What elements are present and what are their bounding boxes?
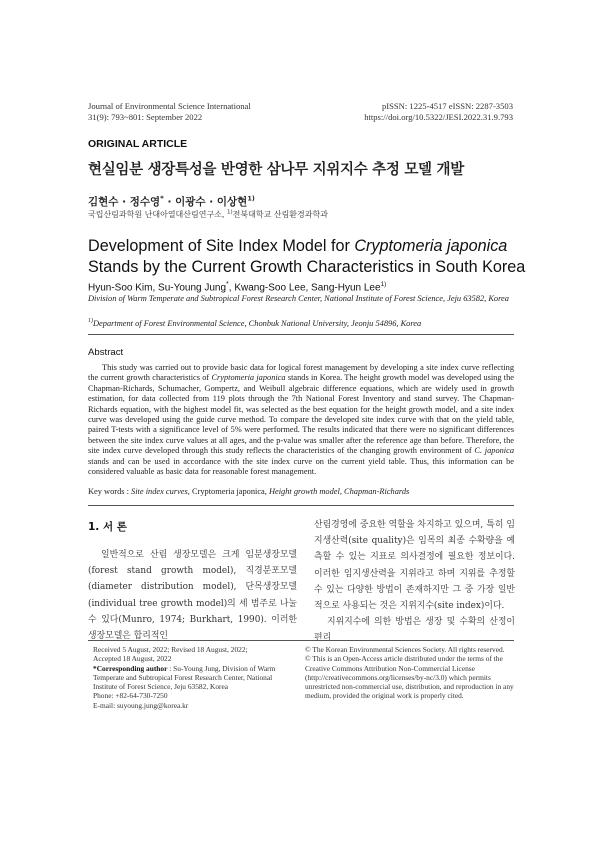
license: © This is an Open-Access article distributed under the terms of the Creative Commons Attribution Non-Commercial License (http://creativecommons.org/licenses/by-nc/3.0) which permits unrestricted non-commercial use, distribution, and reproduction in any medium, provided the original work is properly cited. — [305, 654, 514, 701]
copyright: © The Korean Environmental Sciences Society. All rights reserved. — [305, 645, 505, 654]
intro-right-column — [314, 517, 515, 647]
phone: Phone: +82-64-730-7250 — [93, 691, 168, 701]
affiliation-english-1: Division of Warm Temperate and Subtropical Forest Research Center, National Institute of Forest Science, Jeju 63582, Korea — [88, 294, 509, 303]
journal-name: Journal of Environmental Science International — [88, 101, 251, 111]
authors-en-sup: 1) — [380, 281, 387, 288]
footnote-right — [305, 645, 515, 701]
keyword-1: Site index curves — [131, 487, 188, 496]
title-en-part1: Development of Site Index Model for — [88, 237, 355, 255]
authors-en-first: Hyun-Soo Kim, Su-Young Jung — [88, 282, 227, 294]
title-korean: 현실임분 생장특성을 반영한 삼나무 지위지수 추정 모델 개발 — [88, 162, 464, 178]
email[interactable]: E-mail: suyoung.jung@korea.kr — [93, 700, 189, 710]
abstract-text — [88, 363, 514, 477]
article-type: ORIGINAL ARTICLE — [88, 138, 188, 150]
keywords-label: Key words : — [88, 487, 132, 496]
corresponding-label: *Corresponding author — [93, 663, 168, 673]
aff-ko-rest: 전북대학교 산림환경과학과 — [232, 210, 328, 219]
affiliation-korean — [88, 209, 328, 220]
corresponding-author — [93, 664, 293, 692]
divider-mid — [88, 505, 514, 506]
issn: pISSN: 1225-4517 eISSN: 2287-3503 — [381, 101, 513, 111]
abstract-part2: stands in Korea. The height growth model was developed using the Chapman-Richards, Schumacher, Gompertz, and Weibull algebraic difference equations, which are widely used in growth estimation, for data collected from 119 plots through the 7th National Forest Inventory and stand survey. The Chapman-Richards equation, with the highest model fit, was selected as the best equation for the height growth model, and a site index curve was developed using the guide curve method. To compare the developed site index curve with that on the yield table, paired T-tests with a significance level of 5% were performed. The results indicated that there were no significant differences between the site index curve values at all ages, and the p-value was smaller after the reference age than before. Therefore, the site index curve developed through this study reflects the characteristics of the changing growth environment of — [88, 373, 514, 456]
aff-en-2-sup: 1) — [88, 318, 93, 324]
title-en-species: Cryptomeria japonica — [354, 237, 508, 255]
intro-left-column: 일반적으로 산림 생장모델은 크게 임분생장모델(forest stand growth model), 직경분포모델(diameter distribution model), 단목생장모델(individual tree growth model)의 세 범주로 나눌 수 있다(Munro, 1974; Burkhart, 1990). 이러한 생장모델은 합리적인 — [88, 550, 297, 642]
aff-en-2-text: Department of Forest Environmental Science, Chonbuk National University, Jeonju 54896, Korea — [93, 318, 422, 328]
aff-ko-first: 국립산림과학원 난대아열대산림연구소, — [88, 210, 228, 219]
corresponding-mark-ko: * — [160, 194, 164, 203]
keyword-3: Height growth model — [268, 487, 340, 496]
journal-volume: 31(9): 793~801: September 2022 — [88, 112, 203, 122]
divider-top — [88, 334, 514, 335]
title-en-part2: Stands by the Current Growth Characteristics in South Korea — [88, 258, 526, 276]
abstract-species-2: C. japonica — [474, 446, 514, 456]
keyword-5: Chapman-Richards — [344, 487, 410, 496]
accepted-date: Accepted 18 August, 2022 — [93, 654, 172, 664]
section-heading-intro: 1. 서 론 — [88, 521, 127, 533]
authors-ko-rest: · 이광수 · 이상현 — [163, 196, 248, 208]
corresponding-mark-en: * — [226, 281, 229, 288]
aff-ko-sup: 1) — [227, 209, 233, 216]
authors-ko-first: 김현수 · 정수영 — [88, 196, 161, 208]
divider-footer — [88, 640, 514, 641]
title-english — [88, 236, 528, 278]
abstract-part1: This study was carried out to provide basic data for logical forest management by developing a site index curve reflecting the current growth characteristics of — [88, 363, 514, 383]
journal-ids — [364, 101, 513, 123]
journal-header — [88, 101, 251, 123]
intro-right-para-1: 산림경영에 중요한 역할을 차지하고 있으며, 특히 임지생산력(site quality)은 임목의 최종 수확량을 예측할 수 있는 지표로 의사결정에 필요한 정보이다. 이러한 임지생산력을 지위라고 하며 지위를 추정할 수 있는 다양한 방법이 존재하지만 그 중 가장 일반적으로 사용되는 것은 지위지수(site index)이다. — [314, 520, 515, 612]
intro-right-para-2: 지위지수에 의한 방법은 생장 및 수확의 산정이 편리 — [314, 617, 515, 644]
authors-korean — [88, 194, 255, 209]
doi-link[interactable]: https://doi.org/10.5322/JESI.2022.31.9.793 — [364, 112, 513, 122]
abstract-part3: stands and can be used in accordance with the site index curve on the current yield table. Thus, this information can be considered valuable as basic data for reasonable forest management. — [88, 456, 514, 477]
authors-ko-sup: 1) — [247, 194, 255, 203]
abstract-heading: Abstract — [88, 347, 124, 358]
abstract-species-1: Cryptomeria japonica — [211, 373, 286, 383]
authors-en-rest: , Kwang-Soo Lee, Sang-Hyun Lee — [228, 282, 381, 294]
keywords — [88, 487, 514, 496]
affiliation-english-2 — [88, 316, 528, 329]
keyword-sep-2: , — [339, 487, 345, 496]
footnote-left — [93, 645, 293, 710]
received-dates: Received 5 August, 2022; Revised 18 August, 2022; — [93, 645, 248, 654]
keyword-sep-1: , Cryptomeria japonica, — [187, 487, 269, 496]
authors-english — [88, 281, 386, 293]
corresponding-text: : Su-Young Jung, Division of Warm Temperate and Subtropical Forest Research Center, National Institute of Forest Science, Jeju 63582, Korea — [93, 663, 276, 692]
